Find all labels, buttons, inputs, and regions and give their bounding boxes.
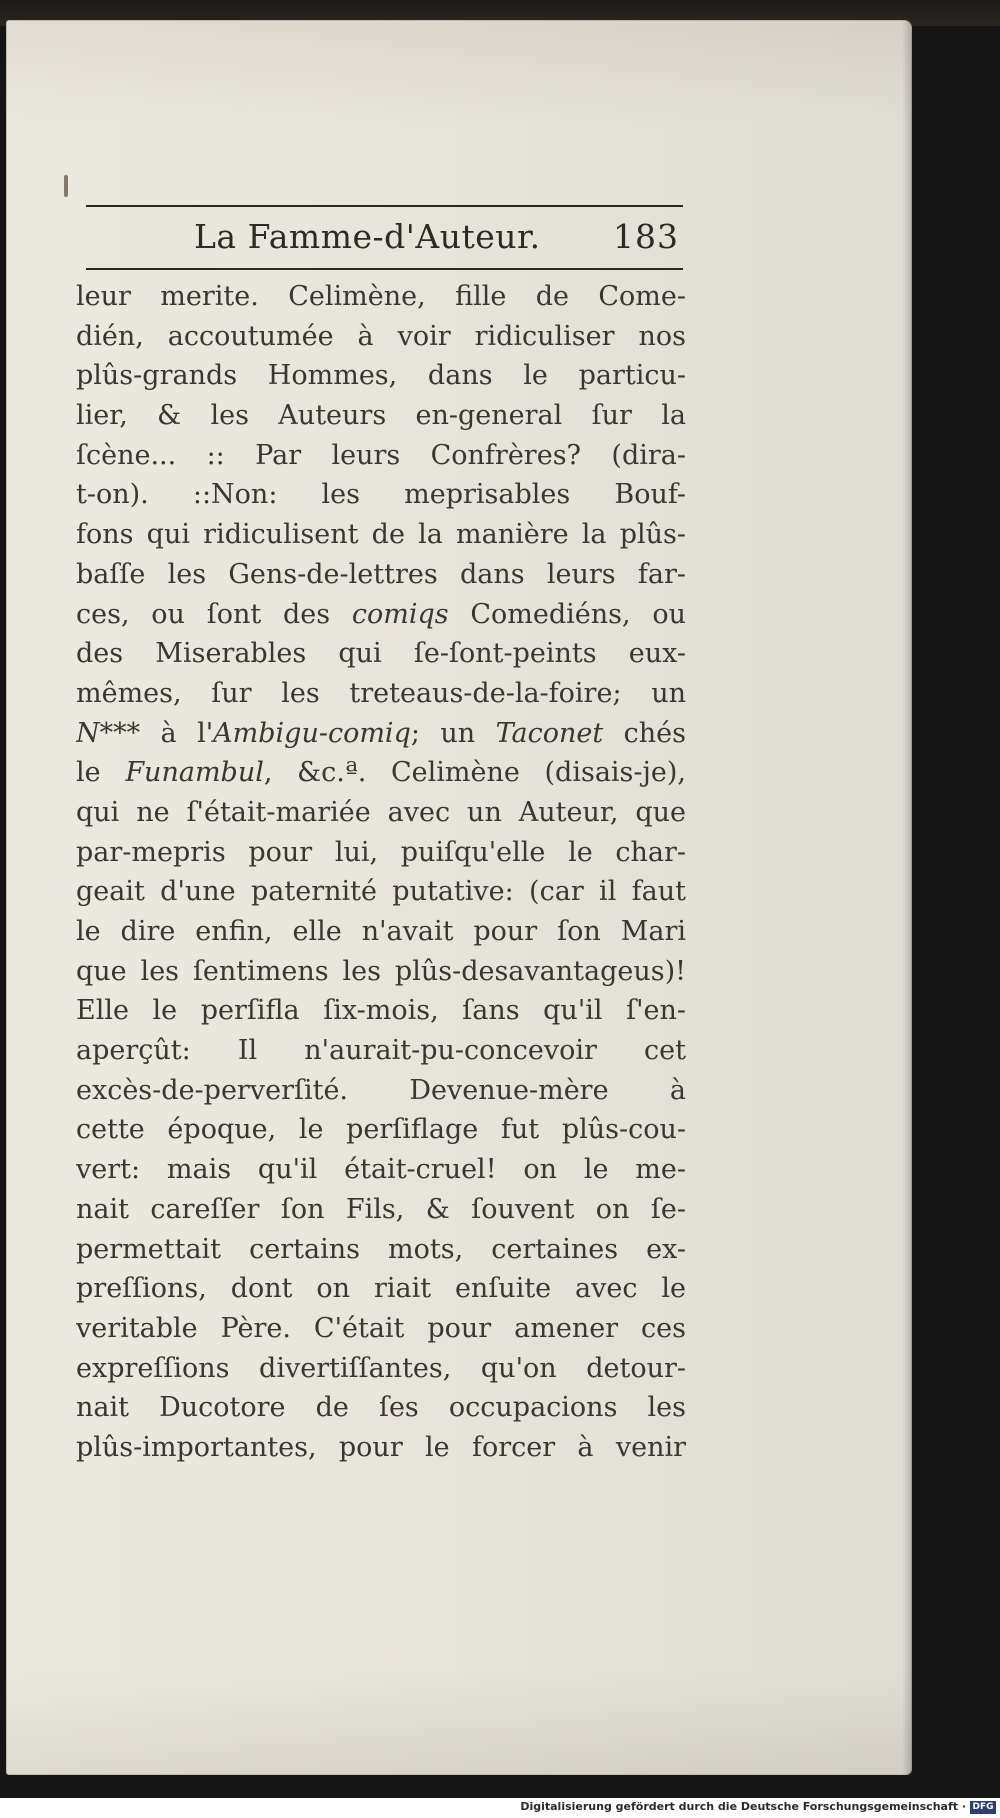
text-line: preſſions, dont on riait enſuite avec le bbox=[76, 1273, 686, 1305]
text-line: plûs-grands Hommes, dans le particu- bbox=[76, 360, 686, 392]
text-line: qui ne ſ'était-mariée avec un Auteur, que bbox=[76, 796, 686, 828]
footer-bar bbox=[0, 1798, 1000, 1818]
text-line: permettait certains mots, certaines ex- bbox=[76, 1233, 686, 1265]
text-line: t-on). ::Non: les meprisables Bouf- bbox=[76, 479, 686, 511]
italic-word: comiqs bbox=[351, 598, 449, 630]
text-line: expreſſions divertiſſantes, qu'on detour- bbox=[76, 1352, 686, 1384]
ink-stain bbox=[64, 175, 68, 197]
text-line: nait careſſer ſon Fils, & ſouvent on ſe- bbox=[76, 1193, 686, 1225]
text-line: ſcène... :: Par leurs Confrères? (dira- bbox=[76, 439, 686, 471]
italic-word: Ambigu-comiq bbox=[213, 717, 411, 749]
text-line: des Miserables qui ſe-ſont-peints eux- bbox=[76, 638, 686, 670]
text-line-mixed bbox=[76, 753, 686, 793]
text-line: lier, & les Auteurs en-general ſur la bbox=[76, 400, 686, 432]
text-line: par-mepris pour lui, puiſqu'elle le char- bbox=[76, 836, 686, 868]
text-line-mixed bbox=[76, 714, 686, 754]
line-segment: ces, ou ſont des bbox=[76, 598, 331, 630]
text-line: vert: mais qu'il était-cruel! on le me- bbox=[76, 1154, 686, 1186]
book-page bbox=[6, 20, 912, 1775]
text-line: nait Ducotore de ſes occupacions les bbox=[76, 1392, 686, 1424]
body-text bbox=[76, 277, 686, 1537]
line-segment: ; un bbox=[410, 717, 496, 749]
line-segment: , &c.ª. Celimène (disais-je), bbox=[263, 757, 686, 789]
text-line: cette époque, le perſiflage fut plûs-cou- bbox=[76, 1114, 686, 1146]
funding-credit: Digitalisierung gefördert durch die Deutsche Forschungsgemeinschaft · bbox=[520, 1800, 966, 1813]
text-line: Elle le perſifla ſix-mois, ſans qu'il ſ'en- bbox=[76, 995, 686, 1027]
text-line: aperçût: Il n'aurait-pu-concevoir cet bbox=[76, 1035, 686, 1067]
line-segment: Comediéns, ou bbox=[448, 598, 686, 630]
running-head bbox=[86, 211, 683, 263]
italic-word: Taconet bbox=[495, 717, 604, 749]
header-rule-bottom bbox=[86, 268, 683, 270]
line-segment: chés bbox=[603, 717, 686, 749]
italic-word: Funambul bbox=[125, 757, 264, 789]
line-segment: le bbox=[76, 757, 101, 789]
running-title: La Famme-d'Auteur. bbox=[194, 217, 541, 256]
text-line: excès-de-perverſité. Devenue-mère à bbox=[76, 1074, 686, 1106]
header-rule-top bbox=[86, 205, 683, 207]
text-line: veritable Père. C'était pour amener ces bbox=[76, 1312, 686, 1344]
page-number: 183 bbox=[613, 217, 679, 256]
dfg-logo-icon: DFG bbox=[970, 1801, 996, 1814]
italic-word: N*** bbox=[76, 717, 141, 749]
text-line: le dire enfin, elle n'avait pour ſon Mari bbox=[76, 916, 686, 947]
text-line: geait d'une paternité putative: (car il faut bbox=[76, 876, 686, 908]
page-edge-shadow bbox=[902, 20, 912, 1775]
text-line: leur merite. Celimène, fille de Come- bbox=[76, 281, 686, 312]
text-line: mêmes, ſur les treteaus-de-la-foire; un bbox=[76, 677, 686, 709]
text-line: fons qui ridiculisent de la manière la plûs- bbox=[76, 519, 686, 551]
text-line: que les ſentimens les plûs-desavantageus)! bbox=[76, 955, 686, 987]
text-line: dién, accoutumée à voir ridiculiser nos bbox=[76, 320, 686, 352]
text-line: plûs-importantes, pour le forcer à venir bbox=[76, 1431, 686, 1463]
text-line: baſſe les Gens-de-lettres dans leurs far- bbox=[76, 558, 686, 590]
line-segment: à l' bbox=[140, 717, 214, 749]
text-line-mixed bbox=[76, 595, 686, 635]
